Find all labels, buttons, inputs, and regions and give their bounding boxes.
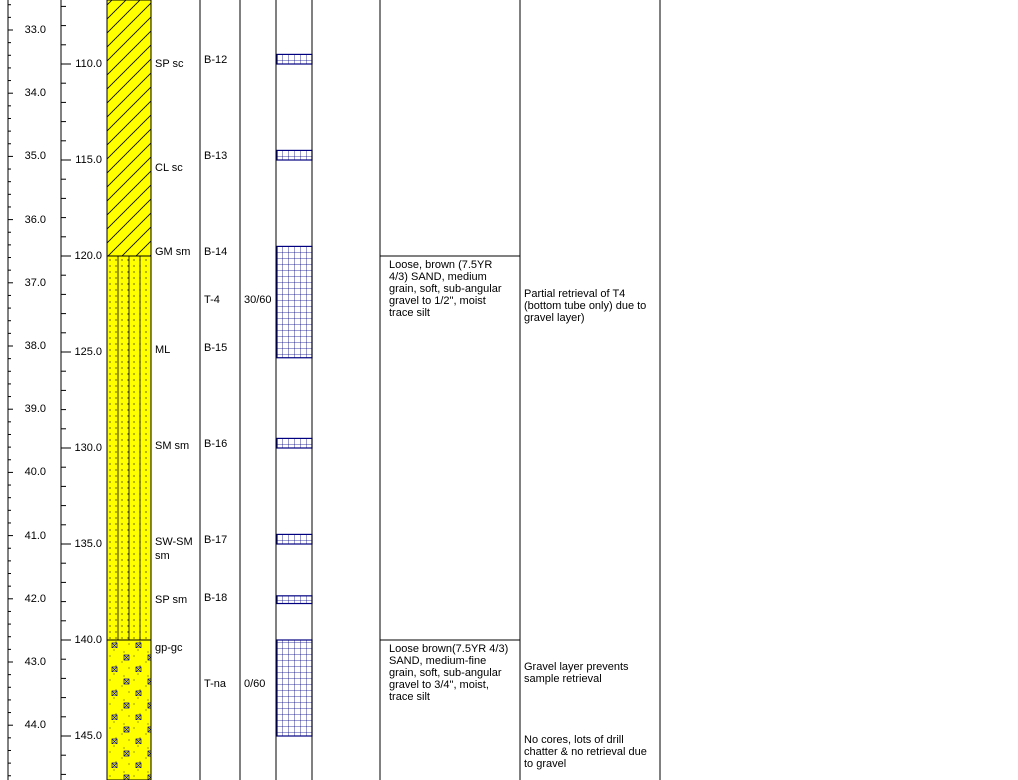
- sample-id: B-15: [204, 342, 228, 355]
- sample-id: B-17: [204, 534, 228, 547]
- sample-id: B-16: [204, 438, 228, 451]
- feet-tick-label: 125.0: [74, 346, 102, 358]
- description-line: gravel to 3/4", moist,: [389, 679, 489, 691]
- metric-tick-label: 41.0: [24, 529, 46, 542]
- soil-description: [389, 643, 517, 703]
- blow-count: 30/60: [244, 294, 272, 307]
- description-line: trace silt: [389, 307, 430, 319]
- soil-classification-label: SP sm: [155, 593, 188, 606]
- soil-layer-diagonal-hatch: [107, 0, 151, 256]
- feet-tick-label: 145.0: [74, 730, 102, 742]
- metric-tick-label: 40.0: [24, 466, 46, 479]
- sample-interval-box: [277, 54, 312, 64]
- soil-layer-gravel: [107, 640, 151, 780]
- soil-classification-label: sm: [155, 549, 170, 562]
- remark: [524, 661, 658, 685]
- metric-tick-label: 38.0: [24, 340, 46, 352]
- soil-classification-label: gp-gc: [155, 641, 183, 654]
- sample-id: T-4: [204, 294, 220, 307]
- metric-tick-label: 37.0: [24, 276, 46, 289]
- soil-classification-label: SP sc: [155, 58, 184, 70]
- sample-interval-box: [277, 596, 312, 604]
- remark-line: to gravel: [524, 757, 567, 770]
- metric-tick-label: 43.0: [24, 656, 46, 668]
- description-line: trace silt: [389, 691, 430, 703]
- description-line: 4/3) SAND, medium: [389, 271, 487, 283]
- soil-classification-label: ML: [155, 344, 171, 357]
- feet-tick-label: 130.0: [74, 442, 102, 454]
- sample-id: B-12: [204, 54, 228, 67]
- description-line: SAND, medium-fine: [389, 655, 487, 667]
- feet-tick-label: 115.0: [75, 154, 102, 166]
- sample-interval-box: [277, 438, 312, 448]
- soil-classification-label: SM sm: [155, 440, 190, 453]
- sample-interval-box: [277, 640, 312, 736]
- sample-interval-box: [277, 534, 312, 544]
- feet-tick-label: 120.0: [74, 250, 102, 262]
- feet-tick-label: 140.0: [74, 634, 102, 646]
- metric-tick-label: 35.0: [24, 150, 46, 163]
- soil-classification-label: CL sc: [155, 161, 183, 174]
- sample-interval-box: [277, 246, 312, 357]
- description-line: Loose, brown (7.5YR: [389, 259, 493, 271]
- remark: [524, 288, 658, 324]
- metric-tick-label: 33.0: [24, 24, 46, 36]
- sample-id: B-14: [204, 246, 228, 259]
- metric-tick-label: 36.0: [24, 213, 46, 226]
- sample-id: T-na: [204, 678, 227, 691]
- remark-line: No cores, lots of drill: [524, 733, 624, 746]
- sample-id: B-13: [204, 150, 228, 163]
- sample-id: B-18: [204, 591, 228, 604]
- blow-count: 0/60: [244, 678, 266, 691]
- metric-tick-label: 39.0: [24, 403, 46, 416]
- remark-line: Gravel layer prevents: [524, 660, 629, 673]
- description-line: grain, soft, sub-angular: [389, 667, 502, 679]
- soil-classification-label: GM sm: [155, 246, 191, 259]
- soil-description: [389, 259, 517, 319]
- sample-interval-box: [277, 150, 312, 160]
- metric-tick-label: 42.0: [24, 592, 46, 605]
- remark-line: sample retrieval: [524, 672, 602, 685]
- metric-tick-label: 34.0: [24, 87, 46, 100]
- feet-tick-label: 110.0: [75, 58, 102, 70]
- remark-line: gravel layer): [524, 312, 585, 325]
- soil-classification-label: SW-SM: [155, 536, 193, 549]
- description-line: gravel to 1/2", moist: [389, 295, 486, 307]
- feet-tick-label: 135.0: [74, 538, 102, 550]
- remark-line: chatter & no retrieval due: [524, 745, 647, 758]
- remark-line: (bottom tube only) due to: [524, 300, 647, 313]
- description-line: Loose brown(7.5YR 4/3): [389, 643, 509, 655]
- metric-tick-label: 44.0: [24, 719, 46, 732]
- description-line: grain, soft, sub-angular: [389, 283, 502, 295]
- remark: [524, 734, 658, 770]
- remark-line: Partial retrieval of T4: [524, 288, 626, 301]
